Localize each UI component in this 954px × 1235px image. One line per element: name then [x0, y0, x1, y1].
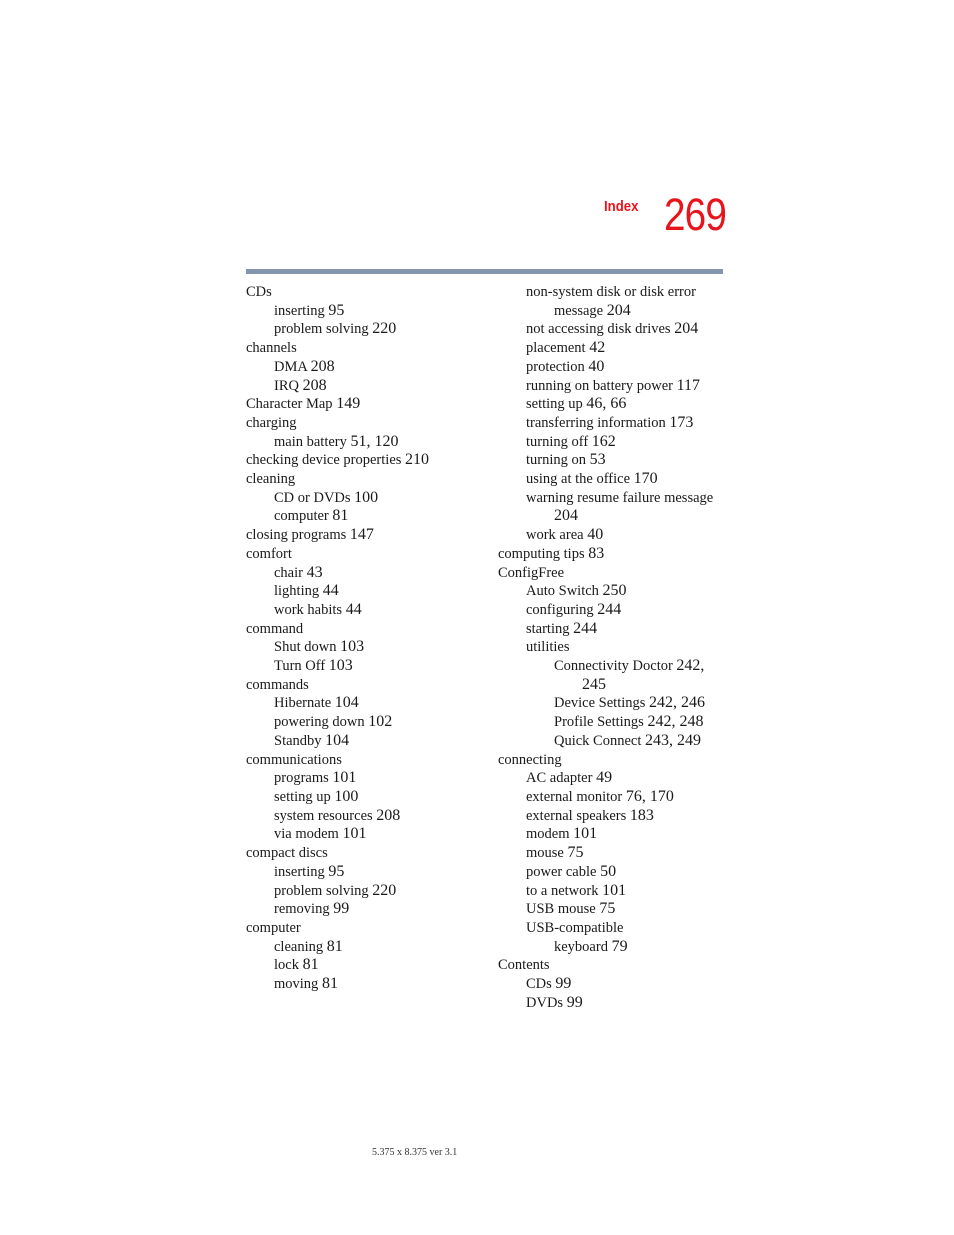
- index-page-ref: 104: [334, 694, 359, 712]
- index-page-ref: 104: [325, 731, 350, 749]
- index-page-ref: 50: [600, 862, 617, 880]
- index-page-ref: 250: [602, 582, 627, 600]
- index-entry: [246, 676, 491, 695]
- index-term: external monitor: [526, 788, 623, 805]
- index-page-ref: 44: [322, 582, 339, 600]
- index-term: via modem: [274, 826, 339, 843]
- index-entry: [498, 863, 723, 882]
- page-number: 269: [664, 189, 727, 240]
- index-term: DMA: [274, 358, 308, 375]
- index-term: comfort: [246, 545, 292, 562]
- index-entry: [246, 564, 491, 583]
- index-entry: [246, 956, 491, 975]
- index-page-ref: 40: [587, 526, 604, 544]
- index-entry: [498, 358, 723, 377]
- index-page-ref: 43: [306, 563, 323, 581]
- index-page-ref: 243, 249: [645, 731, 702, 749]
- index-term: lighting: [274, 583, 320, 600]
- index-term: Character Map: [246, 396, 333, 413]
- index-term: using at the office: [526, 471, 631, 488]
- index-page-ref: 204: [674, 320, 699, 338]
- index-page-ref: 220: [372, 320, 397, 338]
- index-term: CDs: [526, 976, 552, 993]
- index-entry: [246, 825, 491, 844]
- index-term: message: [554, 302, 604, 319]
- index-term: Auto Switch: [526, 583, 599, 600]
- index-term: powering down: [274, 714, 365, 731]
- index-entry: [498, 601, 723, 620]
- index-entry: [498, 582, 723, 601]
- index-page-ref: 99: [333, 900, 350, 918]
- index-page-ref: 147: [349, 526, 374, 544]
- index-column-right: [498, 283, 723, 1012]
- index-entry: [246, 713, 491, 732]
- index-entry: [498, 620, 723, 639]
- index-page-ref: 75: [567, 844, 584, 862]
- index-term: work habits: [274, 601, 343, 618]
- index-entry: [246, 638, 491, 657]
- index-entry: [498, 732, 723, 751]
- index-page-ref: 183: [629, 806, 654, 824]
- index-entry: [246, 863, 491, 882]
- index-page-ref: 244: [573, 619, 598, 637]
- index-term: command: [246, 620, 304, 637]
- index-page-ref: 204: [554, 507, 578, 525]
- index-page-ref: 101: [602, 881, 627, 899]
- index-entry: [498, 414, 723, 433]
- index-entry: [246, 320, 491, 339]
- index-entry: [498, 751, 723, 770]
- index-page-ref: 83: [588, 544, 605, 562]
- index-page-ref: 170: [633, 470, 658, 488]
- index-term: modem: [526, 826, 570, 843]
- index-entry: [246, 694, 491, 713]
- index-term: starting: [526, 620, 570, 637]
- index-page-ref: 101: [573, 825, 598, 843]
- index-page-ref: 210: [405, 451, 430, 469]
- index-page-ref: 100: [354, 488, 379, 506]
- index-term: closing programs: [246, 527, 347, 544]
- index-entry: [498, 377, 723, 396]
- index-entry: [246, 882, 491, 901]
- index-term: removing: [274, 901, 330, 918]
- index-page-ref: 49: [596, 769, 613, 787]
- index-term: keyboard: [554, 938, 608, 955]
- index-term: system resources: [274, 807, 373, 824]
- index-entry: [246, 414, 491, 433]
- index-term: lock: [274, 957, 299, 974]
- index-page-ref: 173: [669, 413, 694, 431]
- index-page-ref: 99: [555, 975, 572, 993]
- index-entry: [498, 451, 723, 470]
- index-term: Shut down: [274, 639, 337, 656]
- index-entry: [498, 825, 723, 844]
- index-term: transferring information: [526, 414, 666, 431]
- index-entry: [246, 451, 491, 470]
- index-term: placement: [526, 340, 586, 357]
- index-entry: [498, 713, 723, 732]
- index-term: Device Settings: [554, 695, 646, 712]
- index-entry: [498, 302, 723, 321]
- index-page-ref: 208: [376, 806, 401, 824]
- index-entry: [246, 900, 491, 919]
- index-term: communications: [246, 751, 342, 768]
- index-term: warning resume failure message: [526, 489, 714, 506]
- index-entry: [498, 283, 723, 302]
- index-entry: [246, 507, 491, 526]
- index-page-ref: 208: [302, 376, 327, 394]
- index-entry: [498, 844, 723, 863]
- index-term: USB-compatible: [526, 919, 624, 936]
- index-entry: [498, 470, 723, 489]
- index-term: chair: [274, 564, 303, 581]
- index-term: IRQ: [274, 377, 299, 394]
- index-term: cleaning: [274, 938, 324, 955]
- index-entry: [498, 676, 723, 695]
- index-page-ref: 81: [332, 507, 349, 525]
- index-term: USB mouse: [526, 901, 596, 918]
- index-term: charging: [246, 414, 297, 431]
- index-page-ref: 81: [326, 937, 343, 955]
- index-term: Quick Connect: [554, 732, 642, 749]
- index-term: DVDs: [526, 994, 564, 1011]
- index-term: commands: [246, 676, 309, 693]
- index-entry: [246, 545, 491, 564]
- index-entry: [246, 807, 491, 826]
- index-page-ref: 204: [606, 301, 631, 319]
- index-entry: [246, 919, 491, 938]
- index-page-ref: 242, 246: [649, 694, 706, 712]
- index-entry: [246, 601, 491, 620]
- index-term: channels: [246, 340, 297, 357]
- index-term: Contents: [498, 957, 550, 974]
- index-term: AC adapter: [526, 770, 593, 787]
- index-entry: [498, 900, 723, 919]
- index-page-ref: 81: [302, 956, 319, 974]
- index-term: ConfigFree: [498, 564, 565, 581]
- index-page-ref: 162: [591, 432, 616, 450]
- index-term: computer: [274, 508, 329, 525]
- index-page-ref: 81: [321, 975, 338, 993]
- index-entry: [246, 732, 491, 751]
- index-page-ref: 102: [368, 713, 393, 731]
- index-page-ref: 117: [676, 376, 701, 394]
- index-page-ref: 75: [599, 900, 616, 918]
- index-page-ref: 220: [372, 881, 397, 899]
- index-entry: [246, 283, 491, 302]
- index-term: cleaning: [246, 471, 296, 488]
- index-entry: [498, 657, 723, 676]
- index-entry: [498, 694, 723, 713]
- index-entry: [498, 526, 723, 545]
- index-page-ref: 101: [332, 769, 357, 787]
- index-entry: [498, 956, 723, 975]
- index-page-ref: 101: [342, 825, 367, 843]
- index-term: computing tips: [498, 545, 585, 562]
- index-entry: [498, 882, 723, 901]
- index-page-ref: 103: [328, 657, 353, 675]
- index-term: moving: [274, 976, 319, 993]
- index-entry: [498, 433, 723, 452]
- index-entry: [498, 320, 723, 339]
- index-page-ref: 79: [611, 937, 628, 955]
- index-term: problem solving: [274, 321, 369, 338]
- index-page-ref: 53: [589, 451, 606, 469]
- index-term: programs: [274, 770, 329, 787]
- index-page-ref: 99: [566, 993, 583, 1011]
- index-entry: [498, 769, 723, 788]
- index-page-ref: 42: [589, 339, 606, 357]
- index-term: inserting: [274, 863, 325, 880]
- index-term: utilities: [526, 639, 570, 656]
- index-term: configuring: [526, 601, 594, 618]
- index-term: running on battery power: [526, 377, 673, 394]
- index-term: problem solving: [274, 882, 369, 899]
- index-term: Turn Off: [274, 658, 326, 675]
- index-page-ref: 242, 248: [647, 713, 704, 731]
- index-entry: [246, 582, 491, 601]
- header-divider: [246, 269, 723, 274]
- index-entry: [498, 938, 723, 957]
- index-entry: [246, 751, 491, 770]
- index-page-ref: 149: [336, 395, 361, 413]
- index-page-ref: 76, 170: [625, 787, 674, 805]
- index-term: checking device properties: [246, 452, 402, 469]
- index-entry: [246, 302, 491, 321]
- index-page-ref: 51, 120: [350, 432, 399, 450]
- section-label: Index: [604, 198, 639, 215]
- index-entry: [246, 975, 491, 994]
- index-term: Standby: [274, 732, 322, 749]
- index-entry: [246, 769, 491, 788]
- index-entry: [498, 545, 723, 564]
- index-page-ref: 103: [340, 638, 365, 656]
- index-page-ref: 208: [310, 357, 335, 375]
- index-term: turning off: [526, 433, 589, 450]
- index-entry: [498, 395, 723, 414]
- index-term: turning on: [526, 452, 587, 469]
- index-page-ref: 44: [345, 600, 362, 618]
- index-page-ref: 242,: [676, 657, 705, 675]
- index-term: to a network: [526, 882, 599, 899]
- index-entry: [498, 489, 723, 508]
- index-page-ref: 244: [597, 600, 622, 618]
- index-entry: [498, 564, 723, 583]
- index-entry: [246, 358, 491, 377]
- footer-version: 5.375 x 8.375 ver 3.1: [372, 1147, 458, 1158]
- index-term: Connectivity Doctor: [554, 658, 673, 675]
- index-entry: [246, 433, 491, 452]
- index-entry: [498, 788, 723, 807]
- index-entry: [246, 526, 491, 545]
- index-entry: [498, 507, 723, 526]
- index-page-ref: 100: [334, 787, 359, 805]
- index-term: Hibernate: [274, 695, 332, 712]
- index-term: power cable: [526, 863, 597, 880]
- index-entry: [246, 489, 491, 508]
- index-entry: [246, 470, 491, 489]
- index-term: connecting: [498, 751, 562, 768]
- index-term: external speakers: [526, 807, 627, 824]
- index-entry: [498, 807, 723, 826]
- index-page-ref: 95: [328, 862, 345, 880]
- index-term: CD or DVDs: [274, 489, 351, 506]
- index-term: not accessing disk drives: [526, 321, 671, 338]
- index-column-left: [246, 283, 491, 994]
- index-page-ref: 245: [582, 675, 606, 693]
- index-term: compact discs: [246, 845, 328, 862]
- index-entry: [498, 638, 723, 657]
- index-term: protection: [526, 358, 585, 375]
- index-term: Profile Settings: [554, 714, 644, 731]
- index-page-ref: 95: [328, 301, 345, 319]
- index-entry: [246, 938, 491, 957]
- index-entry: [246, 657, 491, 676]
- index-term: setting up: [526, 396, 583, 413]
- index-entry: [246, 395, 491, 414]
- index-entry: [498, 994, 723, 1013]
- index-entry: [246, 788, 491, 807]
- index-page-ref: 46, 66: [586, 395, 627, 413]
- index-term: work area: [526, 527, 584, 544]
- index-term: computer: [246, 919, 301, 936]
- index-term: non-system disk or disk error: [526, 284, 696, 300]
- index-term: CDs: [246, 284, 272, 300]
- index-entry: [498, 339, 723, 358]
- index-entry: [498, 919, 723, 938]
- index-term: main battery: [274, 433, 347, 450]
- index-entry: [246, 339, 491, 358]
- index-entry: [246, 377, 491, 396]
- index-entry: [246, 620, 491, 639]
- index-entry: [498, 975, 723, 994]
- index-term: setting up: [274, 788, 331, 805]
- index-page-ref: 40: [588, 357, 605, 375]
- index-term: inserting: [274, 302, 325, 319]
- index-term: mouse: [526, 845, 564, 862]
- index-entry: [246, 844, 491, 863]
